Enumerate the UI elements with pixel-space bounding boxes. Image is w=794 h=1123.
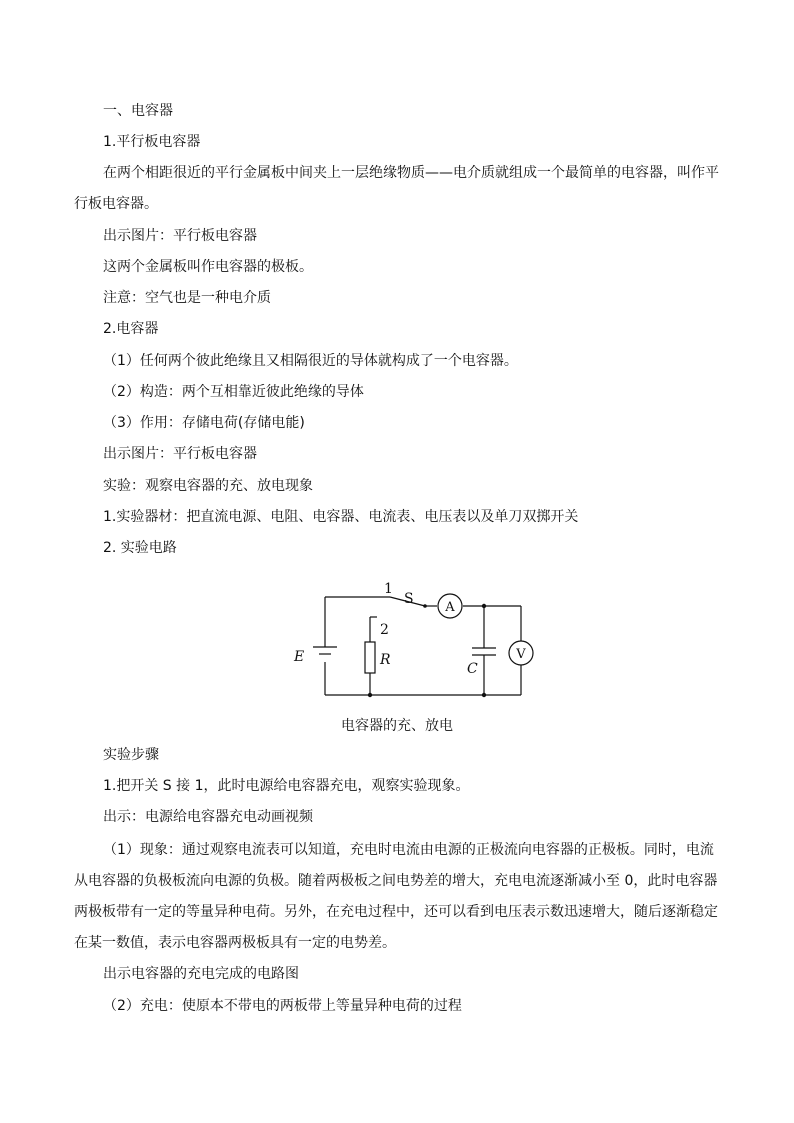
- paragraph-line: 实验步骤: [103, 747, 159, 763]
- paragraph-line: 出示图片：平行板电容器: [103, 446, 257, 462]
- heading-capacitor: 一、电容器: [103, 103, 173, 119]
- paragraph-line: （3）作用：存储电荷(存储电能): [103, 415, 305, 431]
- voltmeter-label: V: [516, 647, 526, 662]
- paragraph-line: 两极板带有一定的等量异种电荷。另外，在充电过程中，还可以看到电压表示数迅速增大，随后逐渐稳定: [74, 904, 718, 920]
- paragraph-line: 1.把开关 S 接 1，此时电源给电容器充电，观察实验现象。: [103, 778, 470, 794]
- paragraph-line: 出示：电源给电容器充电动画视频: [103, 809, 313, 825]
- paragraph-line: 2. 实验电路: [103, 540, 177, 556]
- figure-caption: 电容器的充、放电: [341, 718, 453, 734]
- paragraph-line: 从电容器的负极板流向电源的负极。随着两极板之间电势差的增大，充电电流逐渐减小至 0，此时电容器: [74, 873, 718, 889]
- resistor-label: R: [380, 652, 391, 668]
- paragraph-line: 实验：观察电容器的充、放电现象: [103, 478, 313, 494]
- circuit-diagram: [280, 575, 550, 710]
- paragraph-line: 注意：空气也是一种电介质: [103, 290, 271, 306]
- paragraph-line: 行板电容器。: [74, 196, 158, 212]
- paragraph-line: （1）任何两个彼此绝缘且又相隔很近的导体就构成了一个电容器。: [103, 353, 518, 369]
- paragraph-line: 这两个金属板叫作电容器的极板。: [103, 259, 313, 275]
- switch-label: S: [404, 591, 414, 607]
- paragraph-line: （2）构造：两个互相靠近彼此绝缘的导体: [103, 384, 364, 400]
- paragraph-line: 1.实验器材：把直流电源、电阻、电容器、电流表、电压表以及单刀双掷开关: [103, 509, 579, 525]
- switch-terminal-1-label: 1: [384, 581, 393, 597]
- paragraph-line: 出示电容器的充电完成的电路图: [103, 966, 299, 982]
- subheading-parallel-plate: 1.平行板电容器: [103, 134, 201, 150]
- paragraph-line: （2）充电：使原本不带电的两板带上等量异种电荷的过程: [103, 998, 462, 1014]
- subheading-capacitor: 2.电容器: [103, 321, 159, 337]
- capacitor-label: C: [467, 661, 478, 677]
- paragraph-line: 出示图片：平行板电容器: [103, 228, 257, 244]
- ammeter-label: A: [445, 600, 455, 615]
- paragraph-line: 在两个相距很近的平行金属板中间夹上一层绝缘物质——电介质就组成一个最简单的电容器，叫作平: [103, 165, 719, 181]
- battery-label: E: [294, 649, 305, 665]
- switch-terminal-2-label: 2: [380, 622, 389, 638]
- paragraph-line: （1）现象：通过观察电流表可以知道，充电时电流由电源的正极流向电容器的正极板。同时，电流: [103, 842, 714, 858]
- paragraph-line: 在某一数值，表示电容器两极板具有一定的电势差。: [74, 935, 396, 951]
